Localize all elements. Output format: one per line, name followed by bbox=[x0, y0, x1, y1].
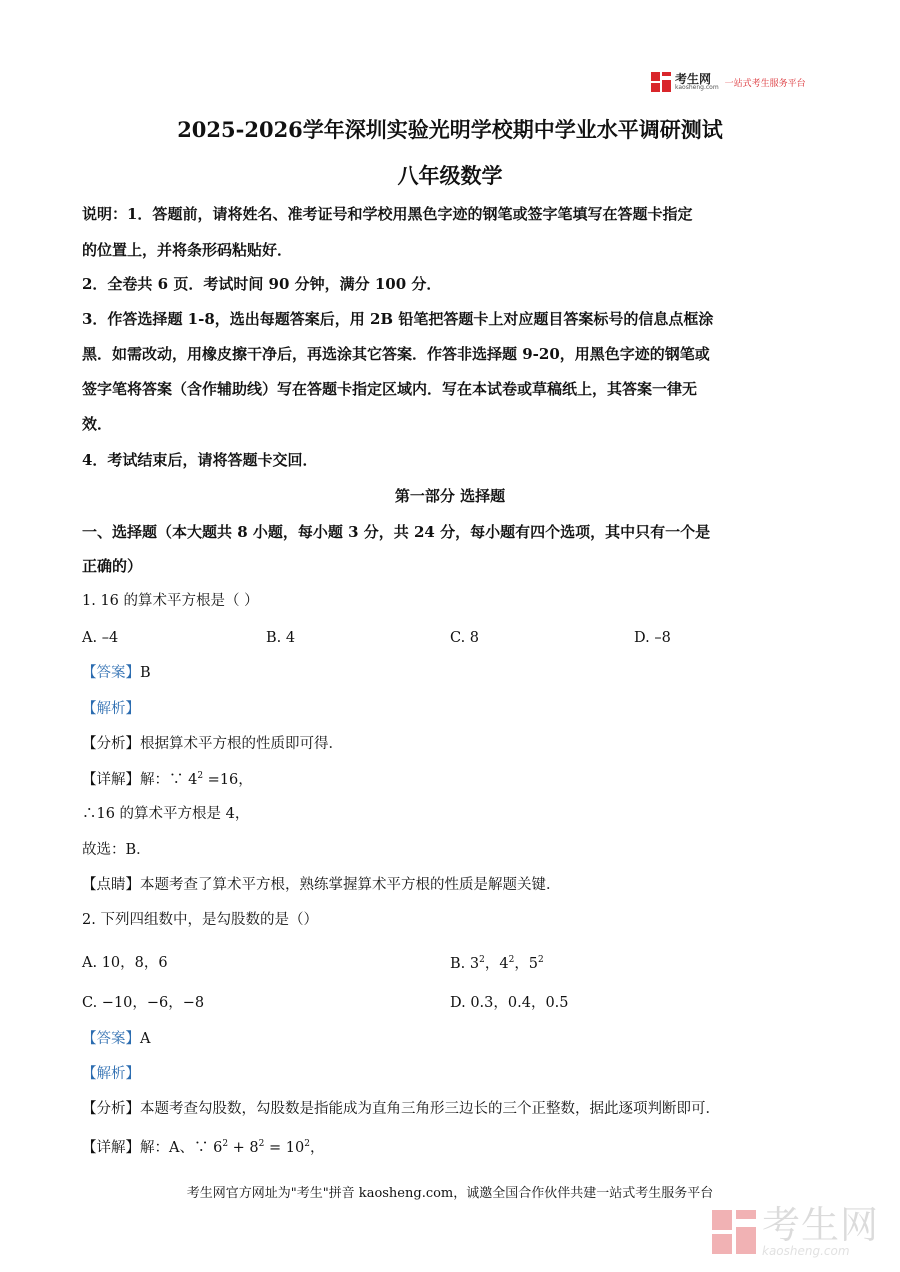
q1-answer bbox=[82, 666, 151, 681]
watermark-domain: kaosheng.com bbox=[762, 1244, 850, 1258]
q1-xiangjie-post: =16， bbox=[203, 771, 253, 788]
q2-option-b bbox=[450, 956, 544, 971]
page-footer: 考生网官方网址为"考生"拼音 kaosheng.com，诚邀全国合作伙伴共建一站式考生服务平台 bbox=[186, 1186, 714, 1201]
exponent: 2 bbox=[479, 955, 485, 965]
xiangjie-tag: 【详解】 bbox=[82, 1139, 140, 1156]
exponent: 2 bbox=[304, 1139, 310, 1149]
q1-option-b: B. 4 bbox=[266, 630, 296, 646]
instruction-line: 的位置上，并将条形码粘贴好． bbox=[82, 241, 293, 259]
exam-title: 2025-2026学年深圳实验光明学校期中学业水平调研测试 bbox=[177, 117, 723, 142]
q1-option-c: C. 8 bbox=[450, 630, 480, 646]
brand-logo-icon bbox=[651, 72, 671, 92]
instruction-line: 效． bbox=[82, 415, 113, 433]
q1-stem: 1. 16 的算术平方根是（ ） bbox=[82, 593, 259, 609]
exam-subtitle: 八年级数学 bbox=[397, 163, 503, 188]
q2-xiangjie-part: 解：A、∵ 6 bbox=[140, 1139, 223, 1156]
instruction-line: 4．考试结束后，请将答题卡交回． bbox=[82, 451, 318, 469]
q1-xiangjie bbox=[82, 772, 253, 787]
xiangjie-tag: 【详解】 bbox=[82, 771, 140, 788]
fenxi-tag: 【分析】 bbox=[82, 1101, 140, 1117]
q1-dianjing bbox=[82, 878, 561, 893]
q1-answer-value: B bbox=[140, 665, 151, 681]
q2-xiangjie-part: = 10 bbox=[264, 1139, 305, 1156]
brand-logo bbox=[651, 72, 806, 92]
q2-option-d: D. 0.3，0.4，0.5 bbox=[450, 995, 569, 1011]
dianjing-tag: 【点睛】 bbox=[82, 877, 140, 893]
q2-xiangjie bbox=[82, 1140, 324, 1155]
instruction-line: 签字笔将答案（含作辅助线）写在答题卡指定区域内．写在本试卷或草稿纸上，其答案一律无 bbox=[82, 380, 698, 398]
q2-option-b-part: ，4 bbox=[484, 955, 509, 972]
q2-xiangjie-part: ， bbox=[309, 1139, 325, 1156]
watermark bbox=[712, 1203, 880, 1258]
exponent: 2 bbox=[538, 955, 544, 965]
watermark-logo-icon bbox=[712, 1210, 756, 1254]
q2-fenxi bbox=[82, 1102, 720, 1117]
instruction-line: 3．作答选择题 1-8，选出每题答案后，用 2B 铅笔把答题卡上对应题目答案标号的信息点框涂 bbox=[82, 310, 714, 328]
q1-option-a: A. –4 bbox=[82, 630, 119, 646]
q1-xiangjie-pre: 解：∵ 4 bbox=[140, 771, 198, 788]
watermark-name: 考生网 bbox=[762, 1203, 880, 1247]
q1-fenxi bbox=[82, 737, 343, 752]
q1-step: 故选：B． bbox=[82, 842, 151, 858]
q2-jiexi-tag: 【解析】 bbox=[82, 1066, 140, 1082]
brand-domain: kaosheng.com bbox=[675, 84, 719, 91]
q2-option-b-part: B. 3 bbox=[450, 955, 480, 972]
brand-slogan: 一站式考生服务平台 bbox=[724, 78, 806, 89]
answer-tag: 【答案】 bbox=[82, 1031, 140, 1047]
instruction-line: 黑．如需改动，用橡皮擦干净后，再选涂其它答案．作答非选择题 9-20，用黑色字迹的钢笔或 bbox=[82, 345, 710, 363]
q2-answer bbox=[82, 1032, 150, 1047]
instruction-line: 说明：1．答题前，请将姓名、准考证号和学校用黑色字迹的钢笔或签字笔填写在答题卡指定 bbox=[82, 205, 693, 223]
exponent: 2 bbox=[508, 955, 515, 965]
fenxi-tag: 【分析】 bbox=[82, 736, 140, 752]
q1-fenxi-text: 根据算术平方根的性质即可得． bbox=[140, 736, 343, 752]
exponent: 2 bbox=[258, 1139, 265, 1149]
q2-option-a: A. 10，8，6 bbox=[82, 955, 168, 971]
q1-exponent: 2 bbox=[197, 771, 204, 781]
q2-stem: 2. 下列四组数中，是勾股数的是（） bbox=[82, 912, 318, 928]
q2-fenxi-text: 本题考查勾股数，勾股数是指能成为直角三角形三边长的三个正整数，据此逐项判断即可． bbox=[140, 1101, 720, 1117]
instruction-line: 2．全卷共 6 页．考试时间 90 分钟，满分 100 分． bbox=[82, 275, 442, 293]
section-title: 一、选择题（本大题共 8 小题，每小题 3 分，共 24 分，每小题有四个选项，其中只有一个是 bbox=[82, 523, 711, 541]
q1-option-d: D. –8 bbox=[634, 630, 671, 646]
q1-step: ∴16 的算术平方根是 4， bbox=[82, 806, 250, 822]
q1-jiexi-tag: 【解析】 bbox=[82, 701, 140, 717]
q2-option-b-part: ，5 bbox=[514, 955, 539, 972]
q2-option-c: C. −10，−6，−8 bbox=[82, 995, 205, 1011]
answer-tag: 【答案】 bbox=[82, 665, 140, 681]
exponent: 2 bbox=[222, 1139, 229, 1149]
q1-dianjing-text: 本题考查了算术平方根，熟练掌握算术平方根的性质是解题关键． bbox=[140, 877, 561, 893]
brand-name: 考生网 bbox=[675, 72, 712, 86]
q2-xiangjie-part: + 8 bbox=[228, 1139, 259, 1156]
section-title: 正确的） bbox=[82, 557, 143, 575]
q2-answer-value: A bbox=[140, 1031, 151, 1047]
part-title: 第一部分 选择题 bbox=[394, 487, 506, 505]
